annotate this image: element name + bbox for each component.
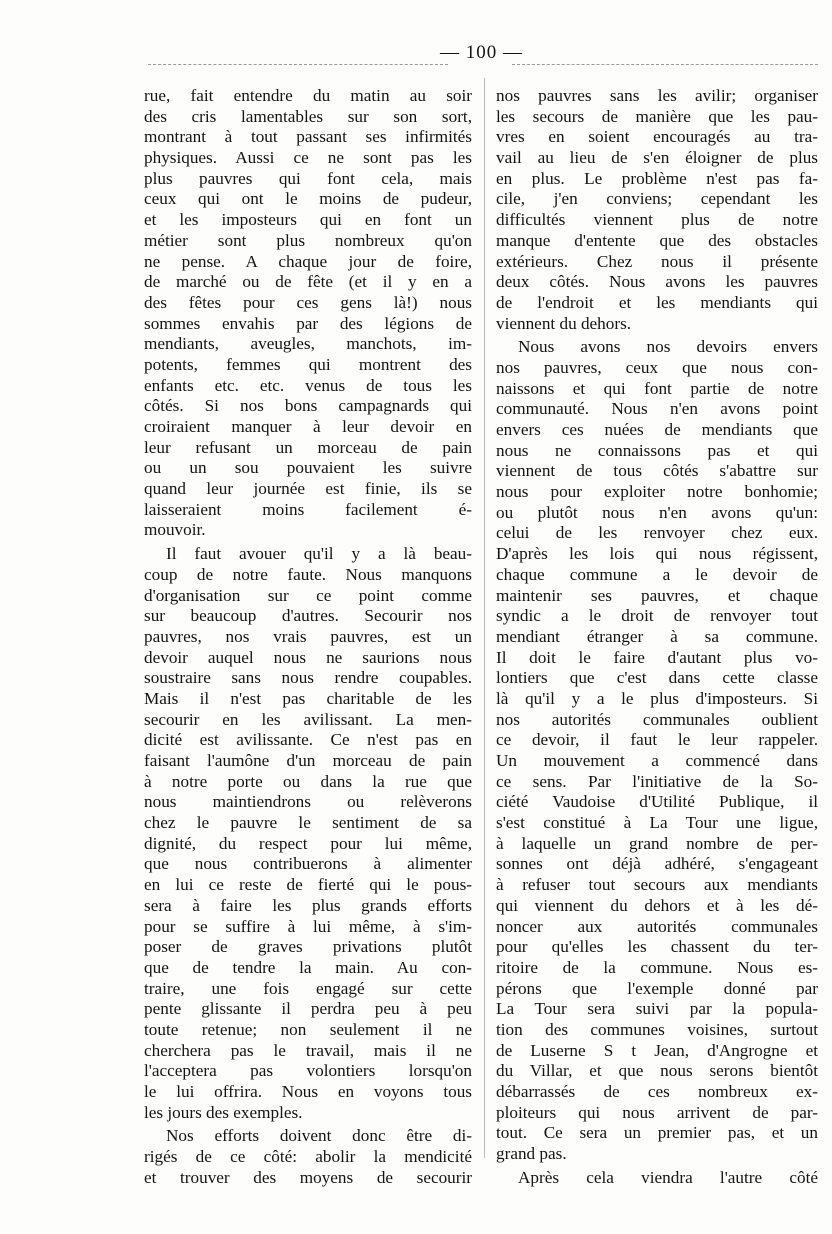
header-rule-right	[512, 64, 818, 65]
text-line: ploiteurs qui nous arrivent de par-	[496, 1102, 818, 1122]
text-line: qui viennent du dehors et à les dé-	[496, 895, 818, 915]
text-line: et les imposteurs qui en font un	[144, 210, 472, 230]
text-line: montrant à tout passant ses infirmités	[144, 127, 472, 147]
text-line: à refuser tout secours aux mendiants	[496, 875, 818, 895]
text-line: que de tendre la main. Au con-	[144, 957, 472, 977]
text-line: ou plutôt nous n'en avons qu'un:	[496, 502, 818, 522]
text-line: secourir en les avilissant. La men-	[144, 709, 472, 729]
text-line: cile, j'en conviens; cependant les	[496, 189, 818, 209]
text-line: pauvres, nos vrais pauvres, est un	[144, 626, 472, 646]
text-line: traire, une fois engagé sur cette	[144, 978, 472, 998]
text-line: D'après les lois qui nous régissent,	[496, 544, 818, 564]
text-line: à notre porte ou dans la rue que	[144, 771, 472, 791]
header-rule-left	[148, 64, 448, 65]
text-line: les secours de manière que les pau-	[496, 106, 818, 126]
text-line: métier sont plus nombreux qu'on	[144, 230, 472, 250]
text-line: communauté. Nous n'en avons point	[496, 399, 818, 419]
text-line: lontiers que c'est dans cette classe	[496, 668, 818, 688]
text-line: Mais il n'est pas charitable de les	[144, 688, 472, 708]
text-line: côtés. Si nos bons campagnards qui	[144, 396, 472, 416]
text-line: du Villar, et que nous serons bientôt	[496, 1061, 818, 1081]
text-line: deux côtés. Nous avons les pauvres	[496, 272, 818, 292]
text-line: pour qu'elles les chassent du ter-	[496, 937, 818, 957]
text-line: maintenir ses pauvres, et chaque	[496, 585, 818, 605]
text-line: syndic a le droit de renvoyer tout	[496, 606, 818, 626]
text-line: physiques. Aussi ce ne sont pas les	[144, 148, 472, 168]
text-line: viennent de tous côtés s'abattre sur	[496, 461, 818, 481]
text-line: noncer aux autorités communales	[496, 916, 818, 936]
text-line: de marché ou de fête (et il y en a	[144, 272, 472, 292]
text-line: La Tour sera suivi par la popula-	[496, 999, 818, 1019]
text-line: leur refusant un morceau de pain	[144, 437, 472, 457]
text-line: nos pauvres sans les avilir; organiser	[496, 86, 818, 105]
text-line: plus pauvres qui font cela, mais	[144, 168, 472, 188]
text-line: sonnes ont déjà adhéré, s'engageant	[496, 854, 818, 874]
text-line: les jours des exemples.	[144, 1102, 303, 1122]
text-line: vail au lieu de s'en éloigner de plus	[496, 148, 818, 168]
text-line: naissons et qui font partie de notre	[496, 378, 818, 398]
text-line: potents, femmes qui montrent des	[144, 354, 472, 374]
text-line: d'organisation sur ce point comme	[144, 585, 472, 605]
text-line: nos pauvres, ceux que nous con-	[496, 357, 818, 377]
text-line: des fêtes pour ces gens là!) nous	[144, 292, 472, 312]
text-line: mendiant étranger à sa commune.	[496, 626, 818, 646]
text-line: sur beaucoup d'autres. Secourir nos	[144, 606, 472, 626]
text-line: de l'endroit et les mendiants qui	[496, 292, 818, 312]
text-line: débarrassés de ces nombreux ex-	[496, 1082, 818, 1101]
text-line: là qu'il y a le plus d'imposteurs. Si	[496, 688, 818, 708]
text-line: le lui offrira. Nous en voyons tous	[144, 1082, 472, 1101]
right-column	[496, 86, 818, 1188]
text-line: sommes envahis par des légions de	[144, 313, 472, 333]
text-line: en lui ce reste de fierté qui le pous-	[144, 875, 472, 895]
text-line: mouvoir.	[144, 520, 206, 540]
text-line: pérons que l'exemple donné par	[496, 978, 818, 998]
text-line: mendiants, aveugles, manchots, im-	[144, 334, 472, 354]
left-column	[144, 86, 472, 1188]
text-line: Après cela viendra l'autre côté	[518, 1167, 818, 1187]
text-line: ne pense. A chaque jour de foire,	[144, 251, 472, 271]
text-line: Nos efforts doivent donc être di-	[166, 1126, 472, 1146]
text-line: ceux qui ont le moins de pudeur,	[144, 189, 472, 209]
text-line: dicité est avilissante. Ce n'est pas en	[144, 730, 472, 750]
text-line: extérieurs. Chez nous il présente	[496, 251, 818, 271]
text-line: Nous avons nos devoirs envers	[518, 337, 818, 357]
text-line: ritoire de la commune. Nous es-	[496, 957, 818, 977]
text-line: celui de les renvoyer chez eux.	[496, 523, 818, 543]
text-line: à laquelle un grand nombre de per-	[496, 833, 818, 853]
text-line: laisseraient moins facilement é-	[144, 499, 472, 519]
text-line: soustraire sans nous rendre coupables.	[144, 668, 472, 688]
text-line: Un mouvement a commencé dans	[496, 751, 818, 770]
page-number: — 100 —	[440, 42, 523, 63]
text-line: cherchera pas le travail, mais il ne	[144, 1040, 472, 1060]
text-line: poser de graves privations plutôt	[144, 937, 472, 957]
text-line: manque d'entente que des obstacles	[496, 230, 818, 250]
text-line: des cris lamentables sur son sort,	[144, 106, 472, 126]
text-line: l'acceptera pas volontiers lorsqu'on	[144, 1061, 472, 1081]
text-line: viennent du dehors.	[496, 313, 632, 333]
text-line: nous maintiendrons ou relèverons	[144, 792, 472, 812]
text-line: sera à faire les plus grands efforts	[144, 895, 472, 915]
text-line: Il doit le faire d'autant plus vo-	[496, 647, 818, 667]
text-line: ce sens. Par l'initiative de la So-	[496, 771, 818, 791]
text-line: tout. Ce sera un premier pas, et un	[496, 1123, 818, 1143]
text-line: faisant l'aumône d'un morceau de pain	[144, 751, 472, 770]
text-line: vres en soient encouragés au tra-	[496, 127, 818, 147]
text-line: tion des communes voisines, surtout	[496, 1019, 818, 1039]
text-line: rue, fait entendre du matin au soir	[144, 86, 472, 105]
text-line: difficultés viennent plus de notre	[496, 210, 818, 230]
text-line: chaque commune a le devoir de	[496, 564, 818, 584]
text-line: de Luserne S t Jean, d'Angrogne et	[496, 1040, 818, 1060]
text-line: toute retenue; non seulement il ne	[144, 1019, 472, 1039]
text-line: nos autorités communales oublient	[496, 709, 818, 729]
text-line: et trouver des moyens de secourir	[144, 1167, 472, 1187]
text-line: pente glissante il perdra peu à peu	[144, 999, 472, 1019]
column-divider	[484, 78, 485, 1158]
text-line: croiraient manquer à leur devoir en	[144, 417, 472, 436]
text-line: que nous contribuerons à alimenter	[144, 854, 472, 874]
text-line: ciété Vaudoise d'Utilité Publique, il	[496, 792, 818, 812]
text-line: rigés de ce côté: abolir la mendicité	[144, 1147, 472, 1167]
text-line: nous ne connaissons pas et qui	[496, 440, 818, 460]
text-line: Il faut avouer qu'il y a là beau-	[166, 544, 472, 564]
text-line: grand pas.	[496, 1144, 567, 1164]
text-line: devoir auquel nous ne saurions nous	[144, 647, 472, 667]
text-line: enfants etc. etc. venus de tous les	[144, 375, 472, 395]
text-line: pour se suffire à lui même, à s'im-	[144, 916, 472, 936]
text-line: ce devoir, il faut le leur rappeler.	[496, 730, 818, 750]
text-line: ou un sou pouvaient les suivre	[144, 458, 472, 478]
text-line: en plus. Le problème n'est pas fa-	[496, 168, 818, 188]
text-line: nous pour exploiter notre bonhomie;	[496, 482, 818, 502]
text-line: s'est constitué à La Tour une ligue,	[496, 813, 818, 833]
text-line: dignité, du respect pour lui même,	[144, 833, 472, 853]
text-line: coup de notre faute. Nous manquons	[144, 564, 472, 584]
text-line: envers ces nuées de mendiants que	[496, 420, 818, 439]
text-line: chez le pauvre le sentiment de sa	[144, 813, 472, 833]
text-line: quand leur journée est finie, ils se	[144, 479, 472, 499]
